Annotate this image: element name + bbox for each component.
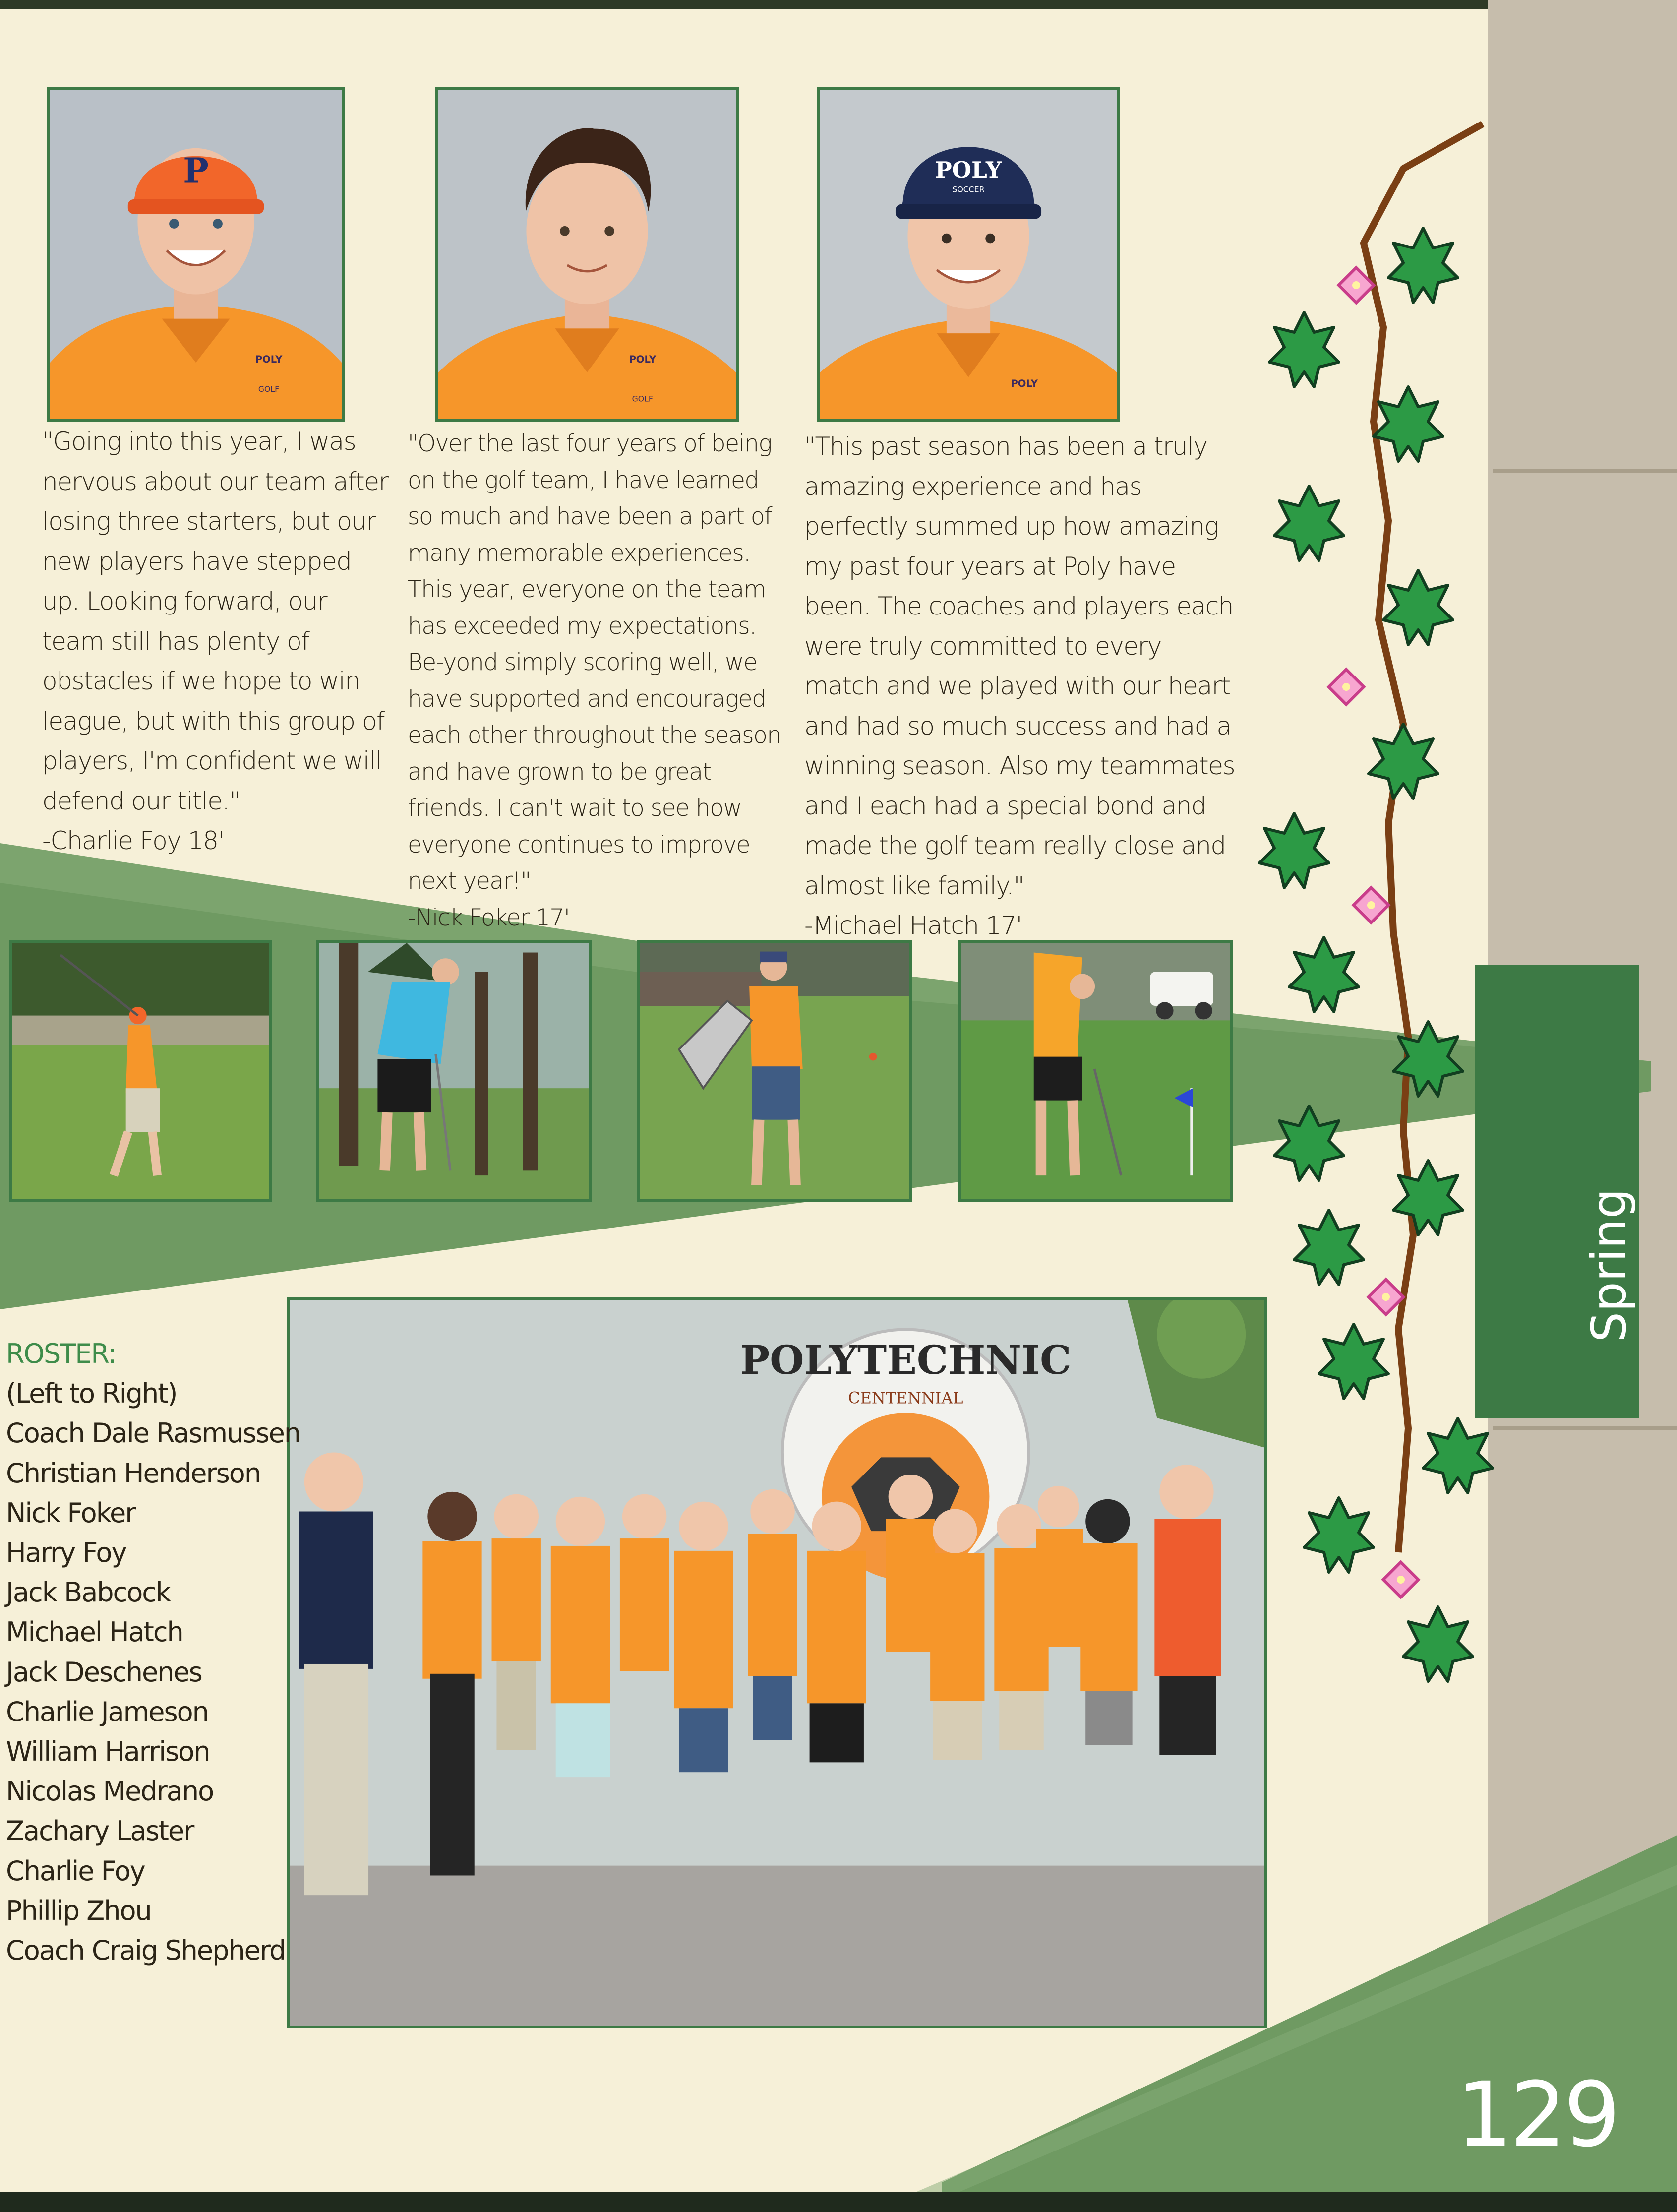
shirt-logo-text: POLY <box>1011 378 1038 390</box>
quote-text: "Going into this year, I was nervous about our team after losing three starters, but our new players have stepped up. Looking forward, our team still has plenty of obstacles if we hope to win league, but with this group of players, I'm confident we will defend our title." <box>42 427 388 815</box>
action-photo-putt-flag <box>958 940 1233 1202</box>
mural-sub-text: CENTENNIAL <box>848 1389 963 1408</box>
roster-name: Zachary Laster <box>6 1815 194 1847</box>
roster-subheading: (Left to Right) <box>6 1378 177 1410</box>
roster-name: Nicolas Medrano <box>6 1776 214 1807</box>
action-photo-golf-bag <box>637 940 912 1202</box>
cap-sub-text: SOCCER <box>952 184 985 194</box>
team-photo <box>287 1297 1267 2028</box>
portrait-michael-hatch <box>817 87 1120 422</box>
section-tab-label: Spring <box>1581 1188 1637 1342</box>
quote-text: "This past season has been a truly amazing experience and has perfectly summed up how amazing my past four years at Poly have been. The coaches and players each were truly committed to every match and we played with our heart and had so much success and had a winning season. Also my teammates and I each had a special bond and made the golf team really close and almost like family." <box>804 432 1235 900</box>
roster-name: Charlie Foy <box>6 1855 145 1887</box>
roster-name: Phillip Zhou <box>6 1895 151 1926</box>
roster-name: Jack Deschenes <box>6 1656 202 1688</box>
roster-name: Coach Dale Rasmussen <box>6 1417 300 1449</box>
roster-name: Michael Hatch <box>6 1616 183 1648</box>
roster-name: Christian Henderson <box>6 1457 261 1489</box>
quote-text: "Over the last four years of being on the golf team, I have learned so much and have been a part of many memorable experiences. This year, everyone on the team has exceeded my expectations. Be-yond simply scoring well, we have supported and encouraged each other throughout the season and have grown to be great friends. I can't wait to see how everyone continues to improve next year!" <box>408 430 781 895</box>
roster-name: Charlie Jameson <box>6 1696 208 1727</box>
action-photo-swing <box>9 940 272 1202</box>
shirt-sub-text: GOLF <box>632 394 653 404</box>
shirt-logo-text: POLY <box>629 354 657 366</box>
page-number: 129 <box>1456 2063 1617 2167</box>
vine-decoration <box>1240 114 1497 1701</box>
quote-author: -Nick Foker 17' <box>408 904 570 931</box>
roster-name: Harry Foy <box>6 1537 126 1569</box>
roster-heading: ROSTER: <box>6 1338 116 1369</box>
quote-michael-hatch <box>804 427 1236 946</box>
shirt-logo-text: POLY <box>255 354 283 366</box>
roster-name: Jack Babcock <box>6 1577 171 1608</box>
action-photo-putt-blue <box>316 940 592 1202</box>
portrait-charlie-foy <box>47 87 345 422</box>
roster-name: Coach Craig Shepherd <box>6 1935 286 1966</box>
mural-title-text: POLYTECHNIC <box>740 1336 1072 1383</box>
cap-p-letter: P <box>183 151 209 191</box>
roster-name: Nick Foker <box>6 1497 135 1529</box>
cap-text: POLY <box>935 156 1002 183</box>
quote-charlie-foy <box>42 422 389 861</box>
quote-author: -Charlie Foy 18' <box>42 826 224 855</box>
quote-nick-foker <box>408 426 784 936</box>
roster-list <box>6 1334 300 1970</box>
shirt-sub-text: GOLF <box>258 384 280 394</box>
portrait-nick-foker <box>435 87 739 422</box>
roster-name: William Harrison <box>6 1736 210 1768</box>
quote-author: -Michael Hatch 17' <box>804 911 1022 940</box>
